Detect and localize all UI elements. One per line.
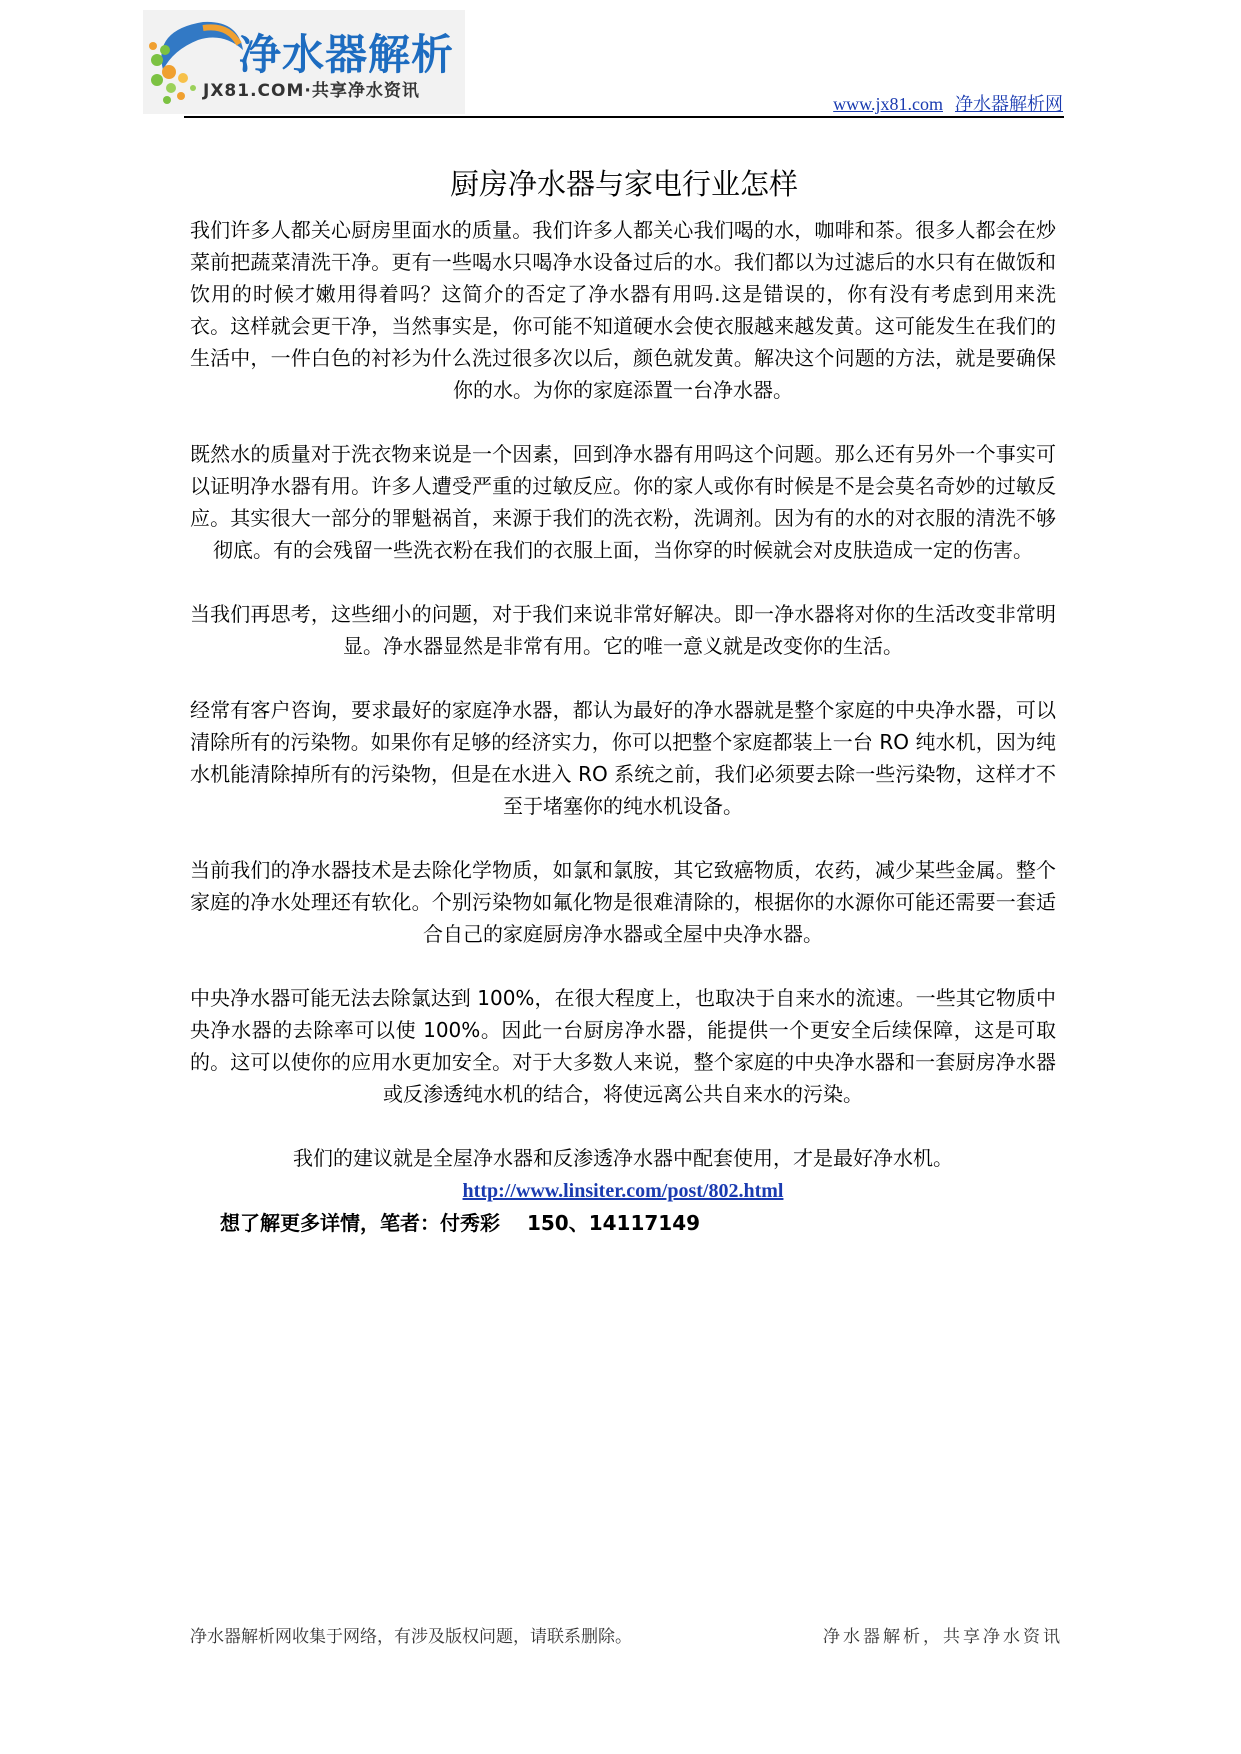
footer-disclaimer: 净水器解析网收集于网络，有涉及版权问题，请联系删除。 [190, 1627, 632, 1647]
recommendation-paragraph: 我们的建议就是全屋净水器和反渗透净水器中配套使用，才是最好净水机。 [293, 1146, 953, 1170]
article-paragraph: 当前我们的净水器技术是去除化学物质，如氯和氯胺，其它致癌物质，农药，减少某些金属。整个家庭的净水处理还有软化。个别污染物如氟化物是很难清除的，根据你的水源你可能还需要一套适合自己的家庭厨房净水器或全屋中央净水器。 [190, 858, 1056, 946]
site-logo [143, 10, 465, 114]
article-paragraph: 当我们再思考，这些细小的问题，对于我们来说非常好解决。即一净水器将对你的生活改变非常明显。净水器显然是非常有用。它的唯一意义就是改变你的生活。 [190, 602, 1056, 658]
author-contact: 想了解更多详情，笔者：付秀彩 150、14117149 [220, 1211, 701, 1235]
footer-slogan: 净水器解析，共享净水资讯 [823, 1627, 1063, 1647]
article-paragraph: 既然水的质量对于洗衣物来说是一个因素，回到净水器有用吗这个问题。那么还有另外一个事实可以证明净水器有用。许多人遭受严重的过敏反应。你的家人或你有时候是不是会莫名奇妙的过敏反应。其实很大一部分的罪魁祸首，来源于我们的洗衣粉，洗调剂。因为有的水的对衣服的清洗不够彻底。有的会残留一些洗衣粉在我们的衣服上面，当你穿的时候就会对皮肤造成一定的伤害。 [190, 442, 1056, 562]
site-url-link[interactable]: www.jx81.com [833, 94, 943, 114]
header-links [833, 90, 1063, 116]
source-link-line [190, 1174, 1056, 1207]
logo-title: 净水器解析 [239, 30, 455, 79]
header-divider [184, 116, 1064, 118]
article-title: 厨房净水器与家电行业怎样 [449, 167, 798, 201]
article-paragraph: 中央净水器可能无法去除氯达到 100%，在很大程度上，也取决于自来水的流速。一些其它物质中央净水器的去除率可以使 100%。因此一台厨房净水器，能提供一个更安全后续保障，这是可取的。这可以使你的应用水更加安全。对于大多数人来说，整个家庭的中央净水器和一套厨房净水器或反渗透纯水机的结合，将使远离公共自来水的污染。 [190, 986, 1056, 1106]
article-body [190, 214, 1056, 1239]
source-link[interactable]: http://www.linsiter.com/post/802.html [462, 1180, 784, 1202]
site-name-link[interactable]: 净水器解析网 [955, 94, 1063, 114]
article-paragraph: 我们许多人都关心厨房里面水的质量。我们许多人都关心我们喝的水，咖啡和茶。很多人都会在炒菜前把蔬菜清洗干净。更有一些喝水只喝净水设备过后的水。我们都以为过滤后的水只有在做饭和饮用的时候才嫩用得着吗？这简介的否定了净水器有用吗.这是错误的，你有没有考虑到用来洗衣。这样就会更干净，当然事实是，你可能不知道硬水会使衣服越来越发黄。这可能发生在我们的生活中，一件白色的衬衫为什么洗过很多次以后，颜色就发黄。解决这个问题的方法，就是要确保你的水。为你的家庭添置一台净水器。 [190, 218, 1056, 402]
article-paragraph: 经常有客户咨询，要求最好的家庭净水器，都认为最好的净水器就是整个家庭的中央净水器，可以清除所有的污染物。如果你有足够的经济实力，你可以把整个家庭都装上一台 RO 纯水机，因为纯水机能清除掉所有的污染物，但是在水进入 RO 系统之前，我们必须要去除一些污染物，这样才不至于堵塞你的纯水机设备。 [190, 698, 1056, 818]
logo-subtitle: JX81.COM·共享净水资讯 [203, 81, 420, 101]
